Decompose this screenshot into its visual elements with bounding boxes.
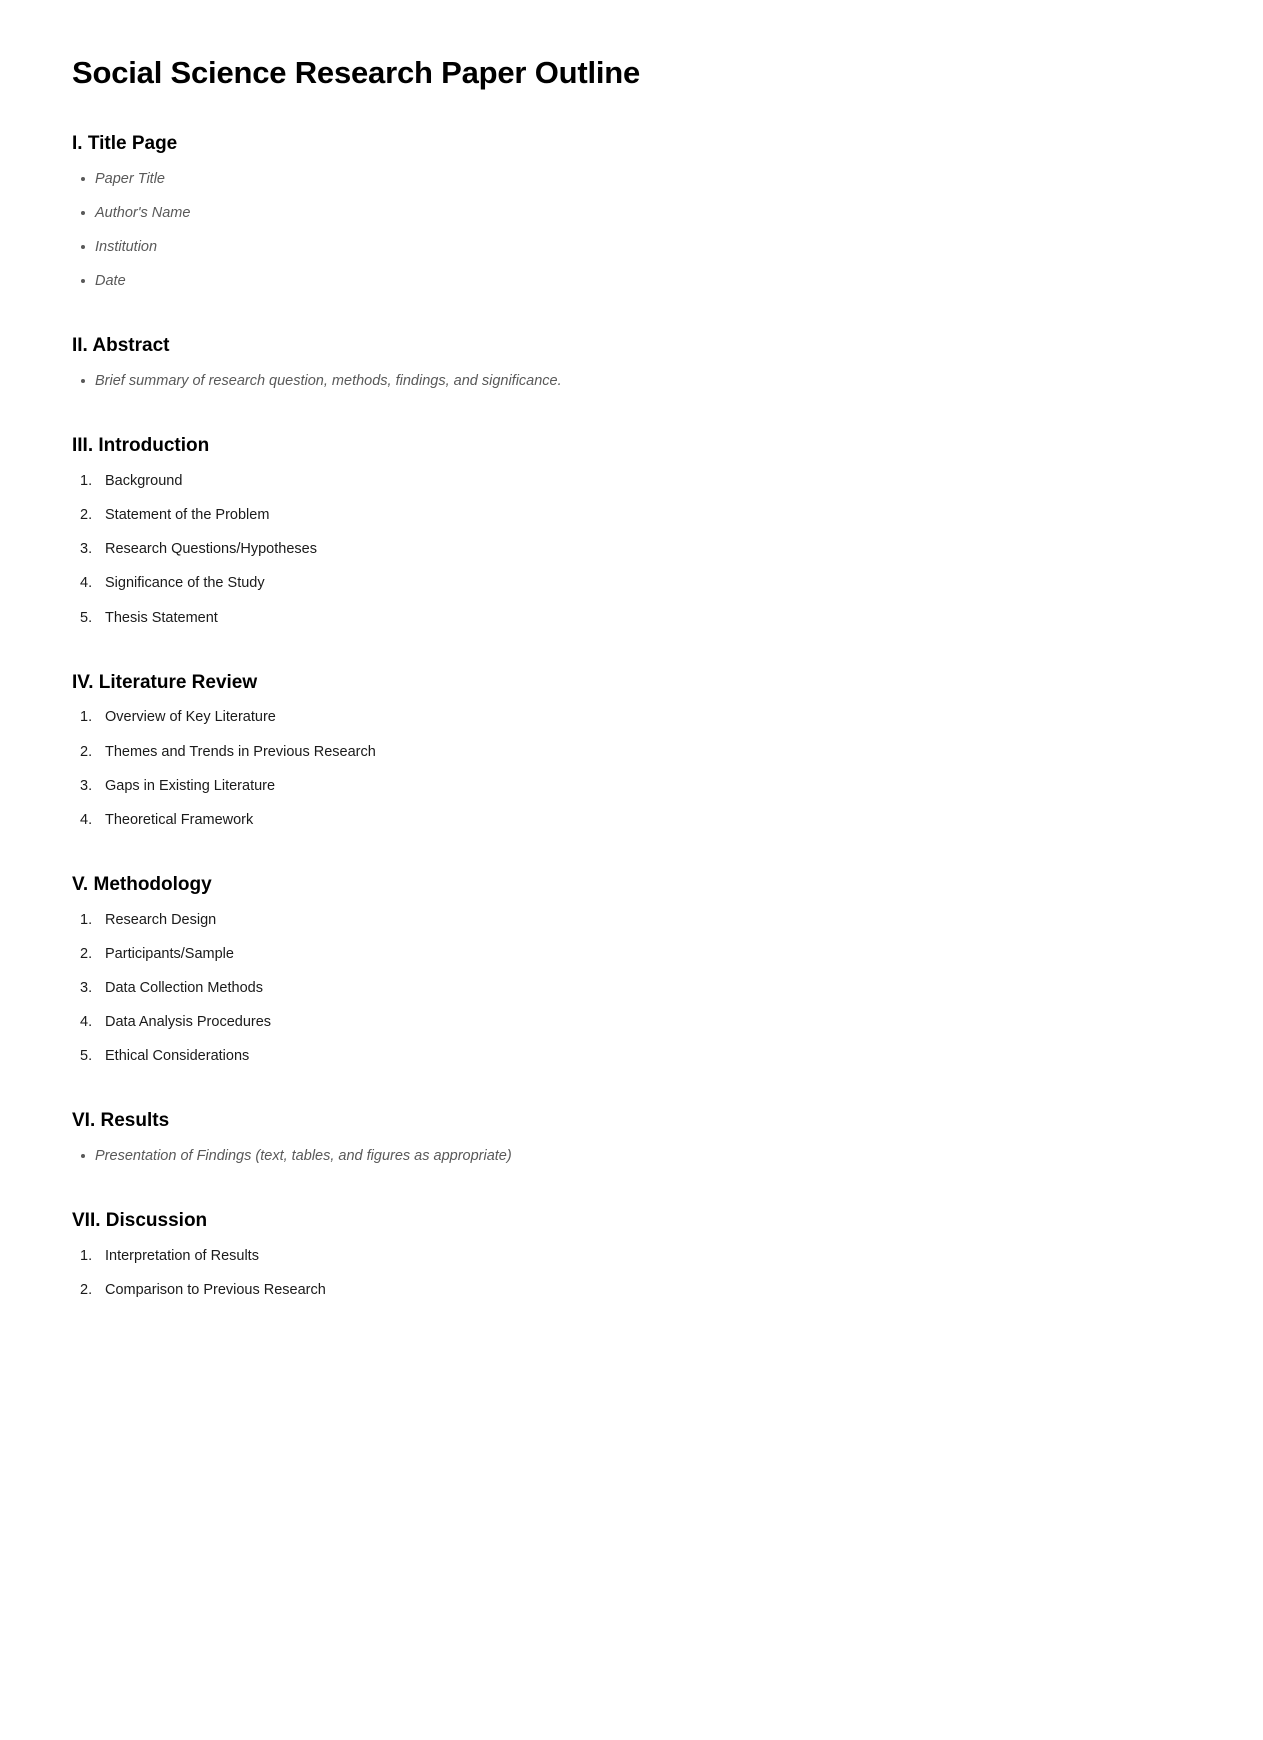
list-item: Data Analysis Procedures: [105, 1014, 272, 1031]
outline-section: [72, 434, 1191, 626]
list-item: Author's Name: [72, 204, 1191, 222]
list-item: Ethical Considerations: [105, 1048, 250, 1065]
outline-section: [72, 671, 1191, 829]
list-item: Institution: [72, 238, 1191, 256]
bullet-list: [72, 170, 1191, 291]
list-item: Significance of the Study: [105, 575, 265, 592]
list-item: Background: [105, 473, 183, 490]
section-heading: I. Title Page: [72, 133, 178, 155]
list-item: Gaps in Existing Literature: [105, 777, 276, 794]
numbered-list: [72, 472, 1191, 627]
page-title: Social Science Research Paper Outline: [72, 55, 641, 90]
list-item: Research Design: [105, 911, 217, 928]
section-heading: II. Abstract: [72, 335, 170, 357]
list-item: Brief summary of research question, methods, findings, and significance.: [72, 372, 1191, 390]
section-heading: VI. Results: [72, 1110, 170, 1132]
outline-section: [72, 132, 1191, 290]
list-item: Comparison to Previous Research: [105, 1282, 326, 1299]
list-item: Interpretation of Results: [105, 1247, 259, 1264]
section-heading: IV. Literature Review: [72, 671, 258, 693]
section-heading: III. Introduction: [72, 435, 210, 457]
list-item: Thesis Statement: [105, 609, 218, 626]
section-heading: VII. Discussion: [72, 1210, 208, 1232]
outline-sections: [72, 132, 1191, 1299]
section-heading: V. Methodology: [72, 873, 212, 895]
list-item: Research Questions/Hypotheses: [105, 541, 317, 558]
list-item: Paper Title: [72, 170, 1191, 188]
outline-section: [72, 1109, 1191, 1165]
numbered-list: [72, 708, 1191, 829]
bullet-list: [72, 1147, 1191, 1165]
list-item: Theoretical Framework: [105, 811, 254, 828]
list-item: Themes and Trends in Previous Research: [105, 743, 376, 760]
outline-section: [72, 334, 1191, 390]
outline-section: [72, 1209, 1191, 1299]
list-item: Data Collection Methods: [105, 979, 263, 996]
numbered-list: [72, 911, 1191, 1066]
list-item: Participants/Sample: [105, 945, 234, 962]
list-item: Overview of Key Literature: [105, 709, 276, 726]
list-item: Date: [72, 272, 1191, 290]
numbered-list: [72, 1247, 1191, 1299]
list-item: Presentation of Findings (text, tables, and figures as appropriate): [72, 1147, 1191, 1165]
list-item: Statement of the Problem: [105, 507, 270, 524]
bullet-list: [72, 372, 1191, 390]
outline-section: [72, 873, 1191, 1065]
